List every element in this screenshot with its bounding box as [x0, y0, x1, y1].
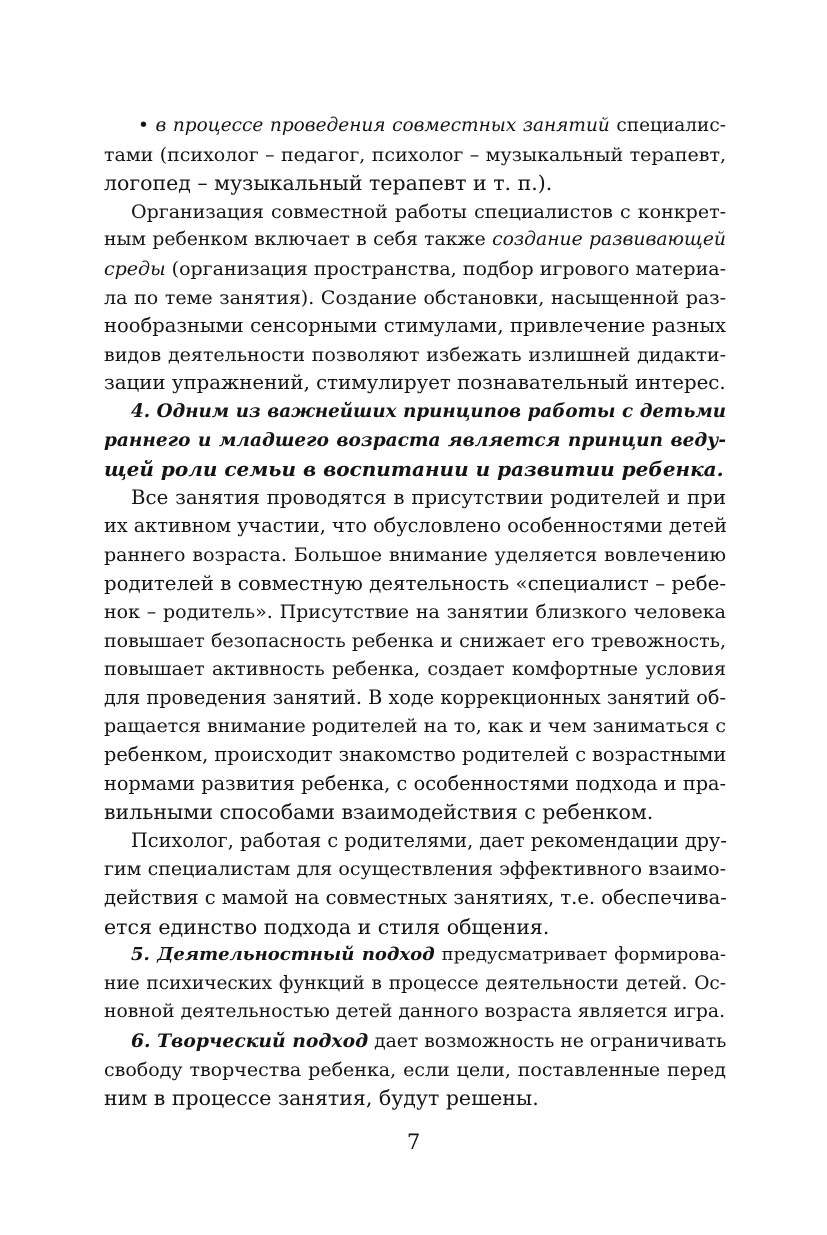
text-line: щей роли семьи в воспитании и развитии ребенка.: [104, 457, 724, 482]
text-line: 4. Одним из важнейших принципов работы с детьми: [131, 400, 726, 422]
bullet: •: [138, 115, 149, 136]
italic-phrase: в процессе проведения совместных занятий: [155, 115, 610, 136]
italic-phrase: создание развивающей: [492, 229, 726, 251]
text-line: среды (организация пространства, подбор игрового материа-: [104, 257, 726, 280]
text-line: для проведения занятий. В ходе коррекционных занятий об-: [104, 685, 726, 709]
text-line: повышает активность ребенка, создает комфортные условия: [104, 658, 726, 681]
text-line: ребенком, происходит знакомство родителей с возрастными: [104, 743, 727, 767]
text-line: раннего возраста. Большое внимание уделяется вовлечению: [104, 543, 726, 566]
page-body: [104, 112, 726, 1113]
text-line: Организация совместной работы специалистов с конкрет-: [131, 200, 726, 223]
text-line: нообразными сенсорными стимулами, привлечение разных: [104, 314, 726, 338]
paragraph-bullet-joint-sessions: [104, 112, 726, 198]
text-line: Психолог, работая с родителями, дает рекомендации дру-: [131, 828, 727, 852]
paragraph-principle-4: [104, 398, 726, 484]
text-line: ращается внимание родителей на то, как и чем заниматься с: [104, 715, 726, 738]
text-line: раннего и младшего возраста является принцип веду-: [104, 429, 726, 451]
page-number: 7: [406, 1130, 421, 1154]
text-line: ным ребенком включает в себя также создание развивающей: [104, 229, 726, 251]
text-line: нок – родитель». Присутствие на занятии близкого человека: [104, 601, 726, 624]
principle-heading: 5. Деятельностный подход: [131, 944, 435, 966]
paragraph-principle-6: [104, 1027, 726, 1113]
text-line: логопед – музыкальный терапевт и т. п.).: [104, 171, 553, 196]
text-line: их активном участии, что обусловлено особенностями детей: [104, 514, 727, 538]
text-line: гим специалистам для осуществления эффективного взаимо-: [104, 858, 726, 881]
paragraph-principle-5: [104, 941, 726, 1027]
italic-phrase: среды: [104, 257, 166, 280]
text-line: тами (психолог – педагог, психолог – музыкальный терапевт,: [104, 143, 726, 166]
text-line: свободу творчества ребенка, если цели, поставленные перед: [104, 1058, 726, 1081]
text-line: действия с мамой на совместных занятиях, т.е. обеспечива-: [104, 886, 727, 910]
text-line: видов деятельности позволяют избежать излишней дидакти-: [104, 343, 726, 366]
text-line: вильными способами взаимодействия с ребенком.: [104, 800, 654, 825]
text-line: 6. Творческий подход дает возможность не ограничивать: [131, 1030, 727, 1052]
text-line: повышает безопасность ребенка и снижает его тревожность,: [104, 629, 726, 652]
text-line: Все занятия проводятся в присутствии родителей и при: [131, 485, 726, 509]
paragraph-developing-environment: [104, 198, 726, 398]
text-line: ние психических функций в процессе деятельности детей. Ос-: [104, 972, 726, 994]
text-line: ется единство подхода и стиля общения.: [104, 914, 550, 939]
principle-number: 4.: [131, 400, 151, 422]
text-line: • в процессе проведения совместных занятий специалис-: [138, 115, 726, 136]
text-line: ним в процессе занятия, будут решены.: [104, 1086, 539, 1111]
text-line: зации упражнений, стимулирует познавательный интерес.: [104, 371, 726, 395]
paragraph-psychologist-recommendations: [104, 827, 726, 941]
text-line: 5. Деятельностный подход предусматривает формирова-: [131, 944, 726, 966]
paragraph-parents-participation: [104, 484, 726, 827]
text-line: родителей в совместную деятельность «специалист – ребе-: [104, 571, 726, 595]
principle-heading: 6. Творческий подход: [131, 1030, 369, 1052]
text-line: новной деятельностью детей данного возраста является игра.: [104, 1001, 726, 1023]
text-line: ла по теме занятия). Создание обстановки, насыщенной раз-: [104, 286, 726, 309]
text-line: нормами развития ребенка, с особенностями подхода и пра-: [104, 771, 726, 795]
